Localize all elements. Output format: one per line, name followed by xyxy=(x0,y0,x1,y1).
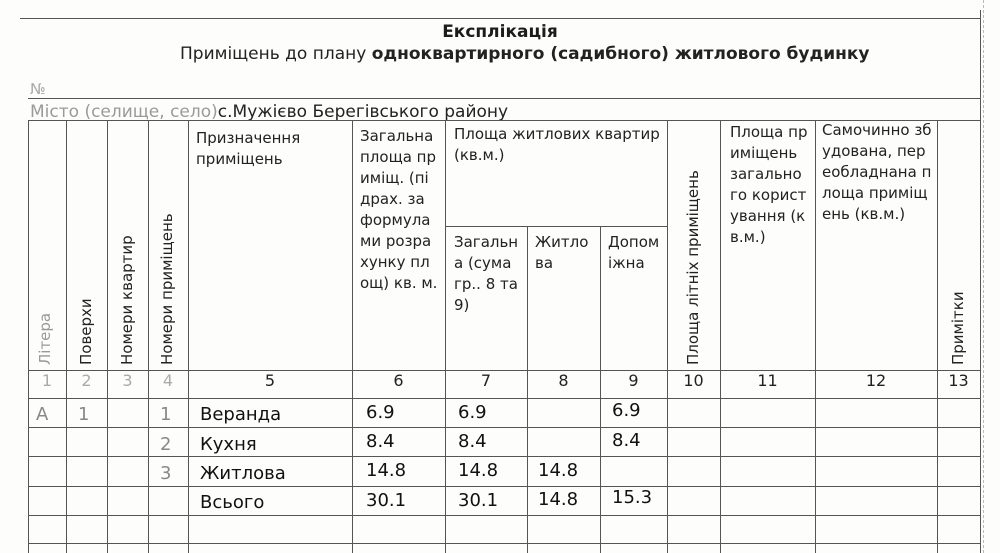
header-samochynno: Самочинно збудована, переобладнана площа приміщень (кв.м.) xyxy=(822,121,932,223)
line-row2 xyxy=(28,456,980,457)
colnum-1: 1 xyxy=(41,371,53,390)
location-label: Місто (селище, село) xyxy=(30,102,218,122)
vline-11 xyxy=(815,120,816,553)
line-row3 xyxy=(28,486,980,487)
row1-zag: 6.9 xyxy=(458,402,487,423)
row1-name: Веранда xyxy=(200,404,282,425)
colnum-12: 12 xyxy=(865,371,887,390)
colnum-13: 13 xyxy=(948,371,969,390)
vline-12 xyxy=(937,120,938,553)
vline-13 xyxy=(980,10,981,553)
header-pryznachennia: Призначення приміщень xyxy=(196,129,301,168)
colnum-7: 7 xyxy=(480,371,492,390)
document-title: Експлікація xyxy=(442,22,558,42)
row1-poverkh: 1 xyxy=(78,404,90,425)
line-number xyxy=(28,98,980,99)
vline-1 xyxy=(66,120,67,553)
vline-6 xyxy=(445,120,446,553)
colnum-11: 11 xyxy=(757,371,778,390)
row2-dop: 8.4 xyxy=(612,430,641,451)
line-colnums-bottom xyxy=(28,398,980,399)
colnum-2: 2 xyxy=(81,371,92,390)
header-litni: Площа літніх приміщень xyxy=(684,170,702,365)
row2-total: 8.4 xyxy=(366,431,395,452)
line-subtitle xyxy=(20,18,980,19)
header-nomery-prymishchen: Номери приміщень xyxy=(158,213,176,365)
line-row1 xyxy=(28,427,980,428)
row4-zhytl: 14.8 xyxy=(538,489,579,510)
header-zahalnoho-korystuvannia: Площа приміщень загального користування (кв.м.) xyxy=(730,123,808,246)
location-line xyxy=(30,102,508,122)
row4-name: Всього xyxy=(200,492,265,513)
location-value: с.Мужієво Берегівського району xyxy=(217,102,509,122)
colnum-9: 9 xyxy=(628,371,639,390)
subtitle-bold: одноквартирного (садибного) житлового будинку xyxy=(371,44,870,64)
row1-dop: 6.9 xyxy=(612,400,641,421)
vline-3 xyxy=(148,120,149,553)
colnum-4: 4 xyxy=(162,371,174,390)
colnum-6: 6 xyxy=(393,371,404,390)
line-row4 xyxy=(28,515,980,516)
row3-zhytl: 14.8 xyxy=(538,460,579,481)
row4-dop: 15.3 xyxy=(612,487,653,508)
colnum-10: 10 xyxy=(683,371,704,390)
header-litera: Літера xyxy=(36,312,54,365)
row1-num: 1 xyxy=(160,404,172,425)
row2-zag: 8.4 xyxy=(458,431,487,452)
row1-litera: А xyxy=(36,404,49,425)
line-row5 xyxy=(28,543,980,544)
row2-num: 2 xyxy=(160,434,172,455)
number-line: № xyxy=(30,80,46,98)
vline-0 xyxy=(28,120,29,553)
colnum-8: 8 xyxy=(558,371,569,390)
row4-zag: 30.1 xyxy=(458,490,499,511)
header-nomery-kvartyr: Номери квартир xyxy=(118,235,136,365)
header-sub-zahalna: Загальна (сума гр.. 8 та 9) xyxy=(454,233,519,314)
vline-4 xyxy=(188,120,189,553)
row3-zag: 14.8 xyxy=(458,460,499,481)
header-prymitky: Примітки xyxy=(949,291,967,365)
row1-total: 6.9 xyxy=(366,402,395,423)
vline-10 xyxy=(720,120,721,553)
header-zahalna-ploshcha: Загальна площа приміщ. (підрах. за формулами розрахунку площ) кв. м. xyxy=(360,127,438,292)
row3-num: 3 xyxy=(160,463,172,484)
subtitle-prefix: Приміщень до плану xyxy=(180,44,372,64)
header-poverkhy: Поверхи xyxy=(77,298,95,365)
vline-9 xyxy=(667,120,668,553)
line-subhead xyxy=(445,226,667,227)
vline-2 xyxy=(107,120,108,553)
header-ploshcha-zhytlovykh: Площа житлових квартир (кв.м.) xyxy=(454,125,660,164)
header-sub-zhytlova: Житлова xyxy=(535,233,589,272)
page-edge xyxy=(983,0,1000,553)
header-sub-dopomizhna: Допоміжна xyxy=(608,233,660,272)
colnum-3: 3 xyxy=(122,371,133,390)
row3-total: 14.8 xyxy=(366,460,407,481)
row3-name: Житлова xyxy=(200,463,286,484)
colnum-5: 5 xyxy=(264,371,276,390)
document-subtitle xyxy=(180,44,870,64)
row4-total: 30.1 xyxy=(366,490,407,511)
vline-5 xyxy=(352,120,353,553)
row2-name: Кухня xyxy=(200,434,257,455)
